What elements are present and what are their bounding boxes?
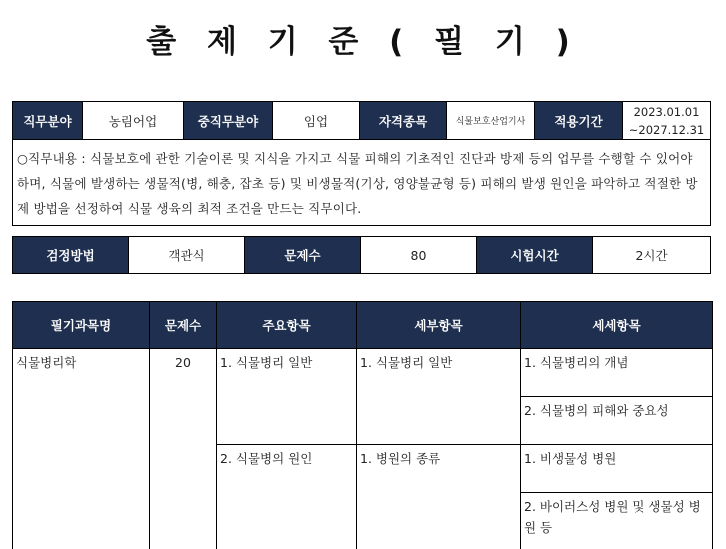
header-subject: 필기과목명 [13, 302, 150, 349]
detail-item: 1. 비생물성 병원 [521, 445, 713, 493]
period-start: 2023.01.01 [623, 103, 710, 121]
subject-table [12, 301, 713, 549]
subject-name: 식물병리학 [13, 349, 150, 549]
method-value: 객관식 [129, 237, 245, 274]
period-value [623, 102, 711, 140]
method-label: 검정방법 [13, 237, 129, 274]
sub-item: 1. 병원의 종류 [357, 445, 521, 549]
subfield-value: 임업 [273, 102, 360, 140]
main-item: 2. 식물병의 원인 [217, 445, 357, 549]
cert-value: 식물보호산업기사 [447, 102, 535, 140]
count-label: 문제수 [245, 237, 361, 274]
header-main: 주요항목 [217, 302, 357, 349]
detail-item: 2. 식물병의 피해와 중요성 [521, 397, 713, 445]
period-end: ~2027.12.31 [623, 121, 710, 139]
qualification-info-table [12, 101, 711, 226]
subject-count: 20 [150, 349, 217, 549]
subfield-label: 중직무분야 [184, 102, 273, 140]
exam-info-table [12, 236, 711, 274]
sub-item: 1. 식물병리 일반 [357, 349, 521, 445]
header-detail: 세세항목 [521, 302, 713, 349]
detail-item: 1. 식물병리의 개념 [521, 349, 713, 397]
period-label: 적용기간 [535, 102, 623, 140]
header-sub: 세부항목 [357, 302, 521, 349]
field-value: 농림어업 [83, 102, 184, 140]
header-count: 문제수 [150, 302, 217, 349]
count-value: 80 [361, 237, 477, 274]
detail-item: 2. 바이러스성 병원 및 생물성 병원 등 [521, 493, 713, 549]
job-description: ○직무내용 : 식물보호에 관한 기술이론 및 지식을 가지고 식물 피해의 기초적인 진단과 방제 등의 업무를 수행할 수 있어야 하며, 식물에 발생하는 생물적(병, 해충, 잡초 등) 및 비생물적(기상, 영양불균형 등) 피해의 발생 원인을 파악하고 적절한 방제 방법을 선정하여 식물 생육의 최적 조건을 만드는 직무이다. [13, 140, 711, 226]
page-title: 출 제 기 준 ( 필 기 ) [0, 16, 726, 61]
cert-label: 자격종목 [360, 102, 447, 140]
main-item: 1. 식물병리 일반 [217, 349, 357, 445]
time-value: 2시간 [593, 237, 711, 274]
time-label: 시험시간 [477, 237, 593, 274]
field-label: 직무분야 [13, 102, 83, 140]
